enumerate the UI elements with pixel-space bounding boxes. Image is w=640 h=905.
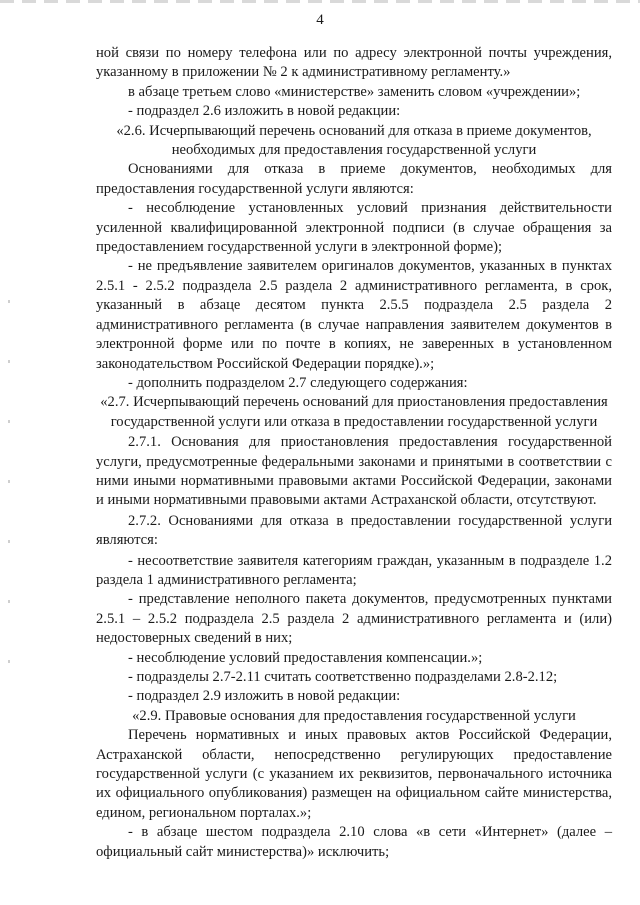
- paragraph-2-7-1: 2.7.1. Основания для приостановления предоставления государственной услуги, предусмотренные федеральными законами и принятыми в соответствии с ними иными нормативными правовыми актами Российской Федерации, законами и иными нормативными правовыми актами Астраханской области, отсутствуют.: [96, 434, 612, 509]
- paragraph-amendment: - подразделы 2.7-2.11 считать соответственно подразделами 2.8-2.12;: [128, 669, 558, 685]
- page-top-edge: [0, 0, 640, 3]
- section-heading-2-6: «2.6. Исчерпывающий перечень оснований для отказа в приеме документов, необходимых для предоставления государственной услуги: [116, 122, 592, 159]
- paragraph: Основаниями для отказа в приеме документов, необходимых для предоставления государственной услуги являются:: [96, 161, 612, 197]
- list-item: - несоблюдение условий предоставления компенсации.»;: [128, 649, 483, 666]
- scan-margin-marks: [8, 300, 10, 680]
- paragraph-amendment: - подраздел 2.9 изложить в новой редакции:: [128, 688, 401, 705]
- paragraph-amendment: в абзаце третьем слово «министерстве» заменить словом «учреждении»;: [128, 83, 581, 100]
- list-item: - несоответствие заявителя категориям граждан, указанным в подразделе 1.2 раздела 1 административного регламента;: [96, 552, 612, 588]
- paragraph-amendment: - в абзаце шестом подраздела 2.10 слова «в сети «Интернет» (далее – официальный сайт министерства)» исключить;: [96, 824, 612, 860]
- section-heading-2-7: «2.7. Исчерпывающий перечень оснований для приостановления предоставления государственной услуги или отказа в предоставлении государственной услуги: [100, 394, 608, 430]
- paragraph-amendment: - дополнить подразделом 2.7 следующего содержания:: [128, 374, 468, 391]
- list-item: - не предъявление заявителем оригиналов документов, указанных в пунктах 2.5.1 - 2.5.2 подраздела 2.5 раздела 2 административного регламента, в срок, указанный в абзаце десятом пункта 2.5.5 подраздела 2.5 раздела 2 административного регламента (в случае направления заявителем документов в электронной форме или по почте в копиях, не заверенных в установленном законодательством Российской Федерации порядке).»;: [96, 258, 612, 372]
- document-body: [96, 44, 612, 862]
- list-item: - представление неполного пакета документов, предусмотренных пунктами 2.5.1 – 2.5.2 подраздела 2.5 раздела 2 административного регламента и (или) недостоверных сведений в них;: [96, 591, 612, 647]
- list-item: - несоблюдение установленных условий признания действительности усиленной квалифицированной электронной подписи (в случае обращения за предоставлением государственной услуги в электронной форме);: [96, 200, 612, 256]
- paragraph-amendment: - подраздел 2.6 изложить в новой редакции:: [128, 103, 401, 120]
- paragraph: Перечень нормативных и иных правовых актов Российской Федерации, Астраханской области, непосредственно регулирующих предоставление государственной услуги (с указанием их реквизитов, первоначального источника их официального опубликования) размещен на официальном сайте министерства, едином, региональном порталах.»;: [96, 727, 612, 821]
- section-heading-2-9: «2.9. Правовые основания для предоставления государственной услуги: [132, 707, 576, 724]
- paragraph-2-7-2: 2.7.2. Основаниями для отказа в предоставлении государственной услуги являются:: [96, 512, 612, 549]
- paragraph-continuation: ной связи по номеру телефона или по адресу электронной почты учреждения, указанному в приложении № 2 к административному регламенту.»: [96, 45, 612, 81]
- page-number: 4: [316, 12, 324, 28]
